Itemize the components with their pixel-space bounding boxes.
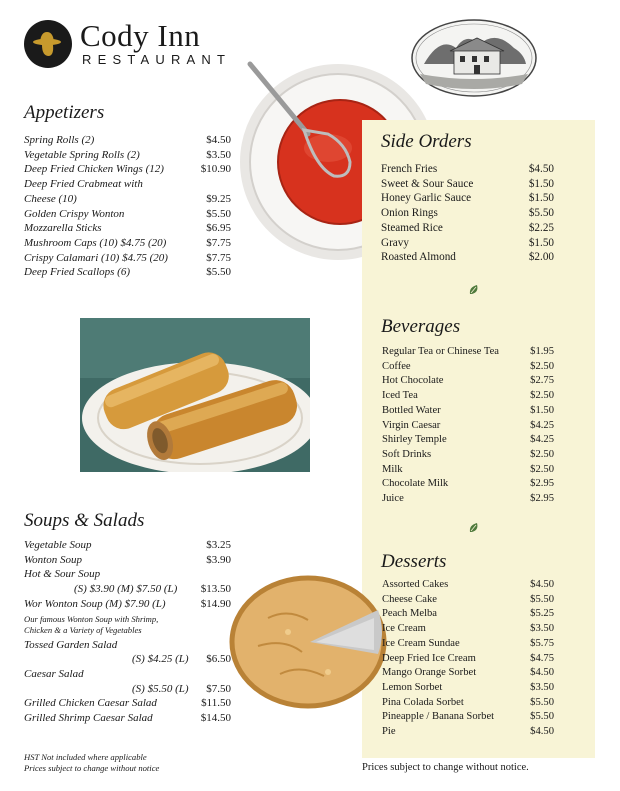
menu-item: Deep Fried Crabmeat with xyxy=(24,178,143,191)
leaf-icon xyxy=(468,522,480,534)
menu-item: Crispy Calamari (10) $4.75 (20) $7.75 xyxy=(24,251,231,264)
menu-item: Chocolate Milk $2.95 xyxy=(382,478,554,490)
menu-item-sizes: (S) $5.50 (L) $7.50 xyxy=(132,682,231,695)
menu-item: Virgin Caesar $4.25 xyxy=(382,419,554,431)
menu-item: Pina Colada Sorbet $5.50 xyxy=(382,696,554,708)
side-orders-heading: Side Orders xyxy=(381,131,472,152)
spring-rolls-photo xyxy=(80,318,310,472)
prices-note: Prices subject to change without notice xyxy=(24,763,160,773)
menu-item: Deep Fried Scallops (6) $5.50 xyxy=(24,266,231,279)
menu-item: Deep Fried Ice Cream $4.75 xyxy=(382,652,554,664)
brand-name: Cody Inn xyxy=(80,18,201,53)
cowboy-logo-icon xyxy=(32,29,64,59)
menu-item: Gravy $1.50 xyxy=(381,236,554,249)
menu-item: Deep Fried Chicken Wings (12) $10.90 xyxy=(24,163,231,176)
menu-item: Caesar Salad xyxy=(24,667,84,680)
menu-item: Pineapple / Banana Sorbet $5.50 xyxy=(382,711,554,723)
menu-item: Golden Crispy Wonton $5.50 xyxy=(24,207,231,220)
menu-item: Shirley Temple $4.25 xyxy=(382,434,554,446)
menu-item: Pie $4.50 xyxy=(382,726,554,738)
menu-item: Juice $2.95 xyxy=(382,493,554,505)
menu-item: Hot Chocolate $2.75 xyxy=(382,375,554,387)
prices-note-right: Prices subject to change without notice. xyxy=(362,762,529,773)
menu-item: Honey Garlic Sauce $1.50 xyxy=(381,192,554,205)
menu-item: Iced Tea $2.50 xyxy=(382,390,554,402)
menu-item: Roasted Almond $2.00 xyxy=(381,251,554,264)
menu-item: Vegetable Spring Rolls (2) $3.50 xyxy=(24,148,231,161)
leaf-icon xyxy=(468,284,480,296)
brand-subtitle: RESTAURANT xyxy=(82,52,232,67)
menu-item: Wor Wonton Soup (M) $7.90 (L) $14.90 xyxy=(24,597,231,610)
menu-item-sizes: (S) $3.90 (M) $7.50 (L) $13.50 xyxy=(74,583,231,596)
soups-salads-heading: Soups & Salads xyxy=(24,510,145,531)
menu-item: Onion Rings $5.50 xyxy=(381,207,554,220)
appetizers-list xyxy=(24,133,231,280)
menu-item: Peach Melba $5.25 xyxy=(382,608,554,620)
desserts-list xyxy=(382,578,554,740)
beverages-list xyxy=(382,345,554,507)
desserts-heading: Desserts xyxy=(381,551,447,572)
menu-item: Mushroom Caps (10) $4.75 (20) $7.75 xyxy=(24,236,231,249)
menu-item: Milk $2.50 xyxy=(382,463,554,475)
hst-note: HST Not included where applicable xyxy=(24,752,147,762)
menu-item: Lemon Sorbet $3.50 xyxy=(382,681,554,693)
menu-item: Assorted Cakes $4.50 xyxy=(382,579,554,590)
footer-notes xyxy=(24,752,159,774)
menu-item: Cheese (10) $9.25 xyxy=(24,192,231,205)
menu-item: Soft Drinks $2.50 xyxy=(382,448,554,460)
menu-item: Steamed Rice $2.25 xyxy=(381,221,554,234)
menu-item: Grilled Shrimp Caesar Salad $14.50 xyxy=(24,712,231,725)
menu-item: Coffee $2.50 xyxy=(382,360,554,372)
menu-item: Sweet & Sour Sauce $1.50 xyxy=(381,177,554,190)
soups-salads-list xyxy=(24,538,231,726)
menu-item: Hot & Sour Soup xyxy=(24,568,101,581)
menu-item: Ice Cream $3.50 xyxy=(382,623,554,635)
menu-item: Cheese Cake $5.50 xyxy=(382,593,554,605)
menu-item: French Fries $4.50 xyxy=(381,163,554,175)
beverages-heading: Beverages xyxy=(381,316,461,337)
menu-note: Our famous Wonton Soup with Shrimp, Chicken & a Variety of Vegetables xyxy=(24,613,159,635)
menu-item: Grilled Chicken Caesar Salad $11.50 xyxy=(24,697,231,710)
menu-item: Wonton Soup $3.90 xyxy=(24,553,231,566)
appetizers-heading: Appetizers xyxy=(24,102,105,123)
menu-item: Mango Orange Sorbet $4.50 xyxy=(382,667,554,679)
menu-item: Spring Rolls (2) $4.50 xyxy=(24,134,231,146)
menu-item: Tossed Garden Salad xyxy=(24,638,118,651)
menu-item: Vegetable Soup $3.25 xyxy=(24,539,231,551)
side-orders-list xyxy=(381,162,554,265)
menu-item: Mozzarella Sticks $6.95 xyxy=(24,222,231,235)
menu-item-sizes: (S) $4.25 (L) $6.50 xyxy=(132,653,231,666)
menu-item: Regular Tea or Chinese Tea $1.95 xyxy=(382,346,554,357)
pie-photo xyxy=(228,562,388,710)
logo-badge xyxy=(24,20,72,68)
menu-item: Ice Cream Sundae $5.75 xyxy=(382,637,554,649)
menu-item: Bottled Water $1.50 xyxy=(382,404,554,416)
